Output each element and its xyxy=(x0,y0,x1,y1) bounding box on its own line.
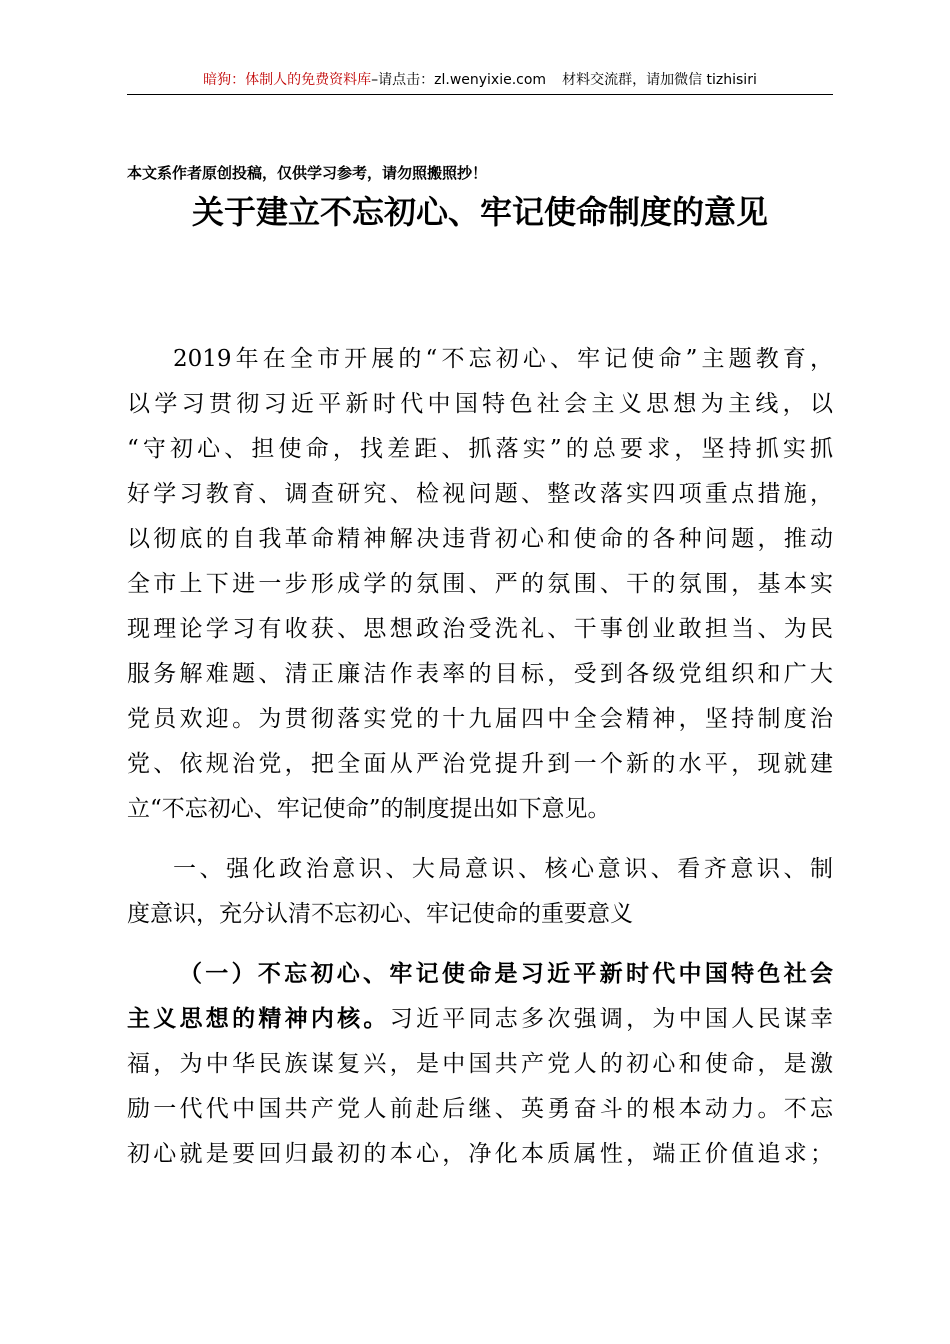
intro-line: 党员欢迎。为贯彻落实党的十九届四中全会精神，坚持制度治 xyxy=(127,706,833,732)
intro-line: 党、依规治党，把全面从严治党提升到一个新的水平，现就建 xyxy=(127,751,833,777)
intro-line: 以彻底的自我革命精神解决违背初心和使命的各种问题，推动 xyxy=(127,526,833,552)
intro-line: 立“不忘初心、牢记使命”的制度提出如下意见。 xyxy=(127,796,611,822)
intro-line: 全市上下进一步形成学的氛围、严的氛围、干的氛围，基本实 xyxy=(127,571,833,597)
subsection-text: 习近平同志多次强调，为中国人民谋幸 xyxy=(389,1006,834,1032)
header-wechat-note: 材料交流群，请加微信 tizhisiri xyxy=(562,72,757,88)
intro-line: 好学习教育、调查研究、检视问题、整改落实四项重点措施， xyxy=(127,481,833,507)
copyright-notice: 本文系作者原创投稿，仅供学习参考，请勿照搬照抄！ xyxy=(127,164,488,182)
subsection-heading-line: （一）不忘初心、牢记使命是习近平新时代中国特色社会 xyxy=(179,960,833,987)
subsection-line: 福，为中华民族谋复兴，是中国共产党人的初心和使命，是激 xyxy=(127,1051,833,1077)
intro-line: 2019年在全市开展的“不忘初心、牢记使命”主题教育， xyxy=(173,346,833,372)
header-url-link[interactable]: zl.wenyixie.com xyxy=(434,72,547,88)
subsection-line: 励一代代中国共产党人前赴后继、英勇奋斗的根本动力。不忘 xyxy=(127,1096,833,1122)
subsection-line: 初心就是要回归最初的本心，净化本质属性，端正价值追求； xyxy=(127,1141,833,1167)
subsection-line xyxy=(127,1003,833,1035)
intro-line: 服务解难题、清正廉洁作表率的目标，受到各级党组织和广大 xyxy=(127,661,833,687)
page-header xyxy=(127,70,833,95)
document-title: 关于建立不忘初心、牢记使命制度的意见 xyxy=(191,193,768,231)
section-heading-line: 度意识，充分认清不忘初心、牢记使命的重要意义 xyxy=(127,901,633,927)
intro-line: “守初心、担使命，找差距、抓落实”的总要求，坚持抓实抓 xyxy=(127,436,833,462)
header-click-prompt: –请点击： xyxy=(371,72,435,88)
intro-line: 以学习贯彻习近平新时代中国特色社会主义思想为主线，以 xyxy=(127,391,833,417)
subsection-heading-end: 主义思想的精神内核。 xyxy=(127,1005,390,1032)
header-site-name: 暗狗：体制人的免费资料库 xyxy=(203,72,372,88)
intro-line: 现理论学习有收获、思想政治受洗礼、干事创业敢担当、为民 xyxy=(127,616,833,642)
section-heading-line: 一、强化政治意识、大局意识、核心意识、看齐意识、制 xyxy=(173,856,833,882)
